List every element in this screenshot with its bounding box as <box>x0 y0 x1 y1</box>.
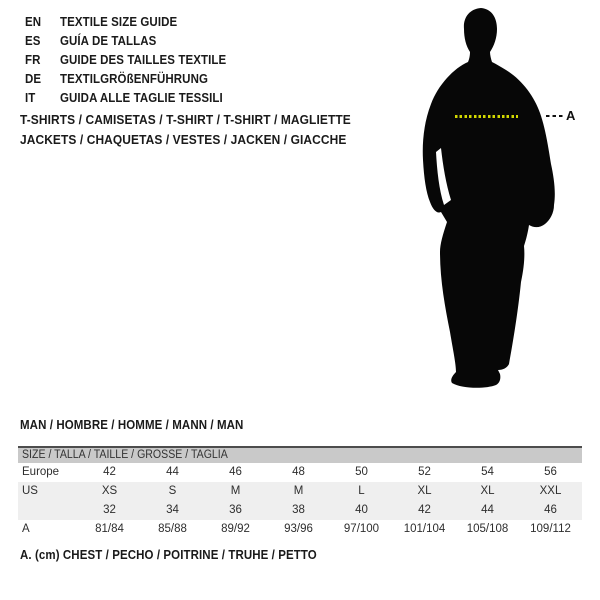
size-cell: XXL <box>519 482 582 501</box>
language-row-es <box>25 31 226 50</box>
language-list <box>25 12 226 107</box>
size-cell: 109/112 <box>530 523 571 535</box>
language-title: GUÍA DE TALLAS <box>59 33 157 48</box>
size-cell: XS <box>78 482 141 501</box>
size-cell: 105/108 <box>466 523 509 535</box>
size-cell: 36 <box>204 501 267 520</box>
size-cell: 46 <box>229 466 242 478</box>
size-cell: 38 <box>267 501 330 520</box>
language-row-de <box>25 69 226 88</box>
size-cell: 34 <box>141 501 204 520</box>
language-title: GUIDA ALLE TAGLIE TESSILI <box>59 90 223 105</box>
language-code: FR <box>25 52 41 67</box>
language-title: TEXTILE SIZE GUIDE <box>59 14 178 29</box>
size-cell: 44 <box>166 466 179 478</box>
language-row-fr <box>25 50 226 69</box>
chest-measure-line <box>455 115 518 118</box>
row-label: A <box>22 523 30 535</box>
measure-label-a: A <box>566 108 576 123</box>
category-line-jackets: JACKETS / CHAQUETAS / VESTES / JACKEN / GIACCHE <box>20 132 347 147</box>
size-cell: 85/88 <box>158 523 187 535</box>
language-title: TEXTILGRÖßENFÜHRUNG <box>59 71 209 86</box>
size-cell: 32 <box>78 501 141 520</box>
row-label <box>18 501 78 520</box>
measurement-figure <box>408 2 583 394</box>
size-cell: 56 <box>544 466 557 478</box>
size-cell: XL <box>456 482 519 501</box>
size-cell: 42 <box>393 501 456 520</box>
size-cell: S <box>141 482 204 501</box>
footnote-chest: A. (cm) CHEST / PECHO / POITRINE / TRUHE / PETTO <box>20 548 317 562</box>
size-cell: 81/84 <box>95 523 124 535</box>
size-cell: 93/96 <box>284 523 313 535</box>
size-cell: 52 <box>418 466 431 478</box>
language-row-en <box>25 12 226 31</box>
size-cell: 44 <box>456 501 519 520</box>
size-cell: 89/92 <box>221 523 250 535</box>
size-cell: L <box>330 482 393 501</box>
size-cell: 48 <box>292 466 305 478</box>
man-silhouette <box>408 2 568 394</box>
size-cell: 40 <box>330 501 393 520</box>
size-cell: 54 <box>481 466 494 478</box>
language-title: GUIDE DES TAILLES TEXTILE <box>59 52 227 67</box>
size-cell: 42 <box>103 466 116 478</box>
size-cell: M <box>267 482 330 501</box>
row-label: US <box>18 482 78 501</box>
size-cell: 97/100 <box>343 523 380 535</box>
language-code: EN <box>25 14 42 29</box>
language-code: DE <box>25 71 42 86</box>
size-cell: M <box>204 482 267 501</box>
size-cell: 50 <box>355 466 368 478</box>
size-table-header-text: SIZE / TALLA / TAILLE / GRÖSSE / TAGLIA <box>22 449 228 461</box>
size-table-header <box>18 446 582 463</box>
chest-measure-line-extension <box>546 115 563 117</box>
category-lines <box>20 110 351 150</box>
language-row-it <box>25 88 226 107</box>
size-table-grid <box>18 463 582 539</box>
size-table <box>18 446 582 539</box>
size-cell: XL <box>393 482 456 501</box>
row-label: Europe <box>22 466 60 478</box>
section-title-man: MAN / HOMBRE / HOMME / MANN / MAN <box>20 418 244 432</box>
category-line-tshirts: T-SHIRTS / CAMISETAS / T-SHIRT / T-SHIRT / MAGLIETTE <box>20 112 351 127</box>
language-code: IT <box>25 90 36 105</box>
size-cell: 101/104 <box>403 523 446 535</box>
size-cell: 46 <box>519 501 582 520</box>
language-code: ES <box>25 33 41 48</box>
